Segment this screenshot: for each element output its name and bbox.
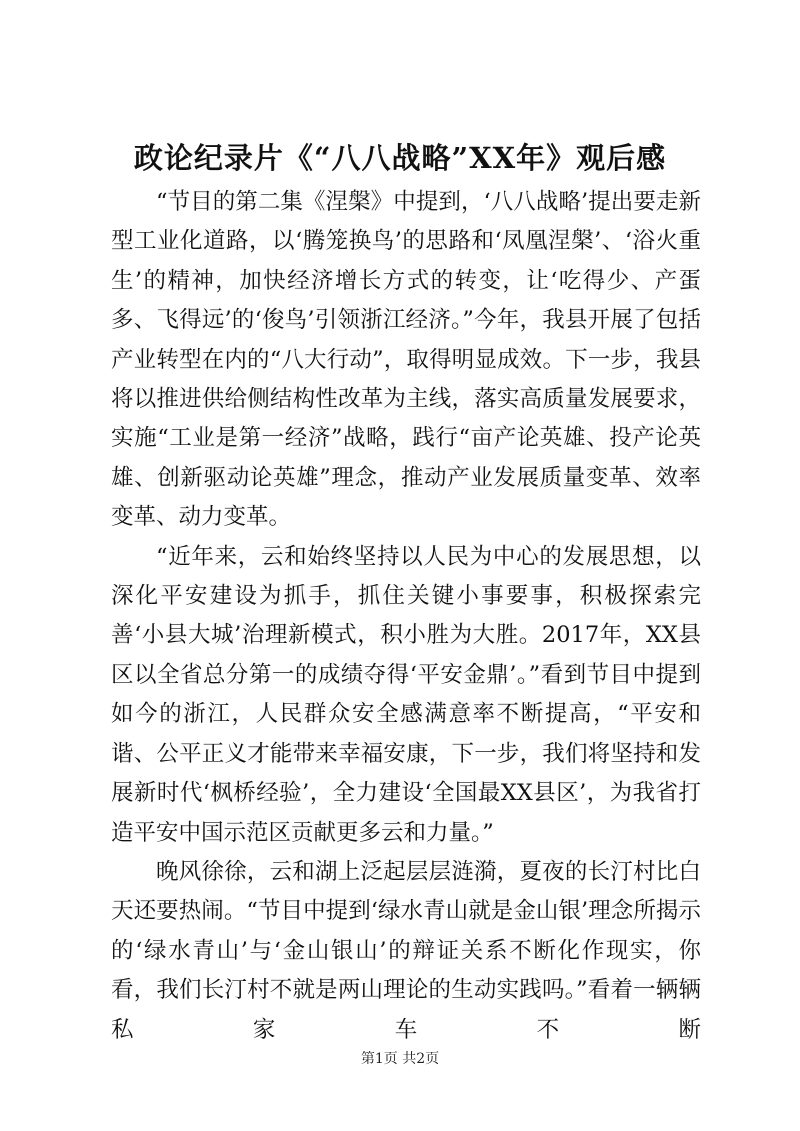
- document-body: [111, 183, 701, 1050]
- paragraph-3: 晚风徐徐，云和湖上泛起层层涟漪，夏夜的长汀村比白天还要热闹。“节目中提到‘绿水青山就是金山银’理念所揭示的‘绿水青山’与‘金山银山’的辩证关系不断化作现实，你看，我们长汀村不就是两山理论的生动实践吗。”看着一辆辆私家车不断: [111, 858, 701, 1043]
- document-title: 政论纪录片《“八八战略”XX年》观后感: [133, 141, 667, 175]
- paragraph-2: “近年来，云和始终坚持以人民为中心的发展思想，以深化平安建设为抓手，抓住关键小事要事，积极探索完善‘小县大城’治理新模式，积小胜为大胜。2017年，XX县区以全省总分第一的成绩夺得‘平安金鼎’。”看到节目中提到如今的浙江，人民群众安全感满意率不断提高，“平安和谐、公平正义才能带来幸福安康，下一步，我们将坚持和发展新时代‘枫桥经验’，全力建设‘全国最XX县区’，为我省打造平安中国示范区贡献更多云和力量。”: [111, 543, 701, 846]
- paragraph-1: “节目的第二集《涅槃》中提到，‘八八战略’提出要走新型工业化道路，以‘腾笼换鸟’的思路和‘凤凰涅槃’、‘浴火重生’的精神，加快经济增长方式的转变，让‘吃得少、产蛋多、飞得远’的‘俊鸟’引领浙江经济。”今年，我县开展了包括产业转型在内的“八大行动”，取得明显成效。下一步，我县将以推进供给侧结构性改革为主线，落实高质量发展要求，实施“工业是第一经济”战略，践行“亩产论英雄、投产论英雄、创新驱动论英雄”理念，推动产业发展质量变革、效率变革、动力变革。: [111, 189, 701, 531]
- page-number-footer: 第1页 共2页: [360, 1051, 440, 1067]
